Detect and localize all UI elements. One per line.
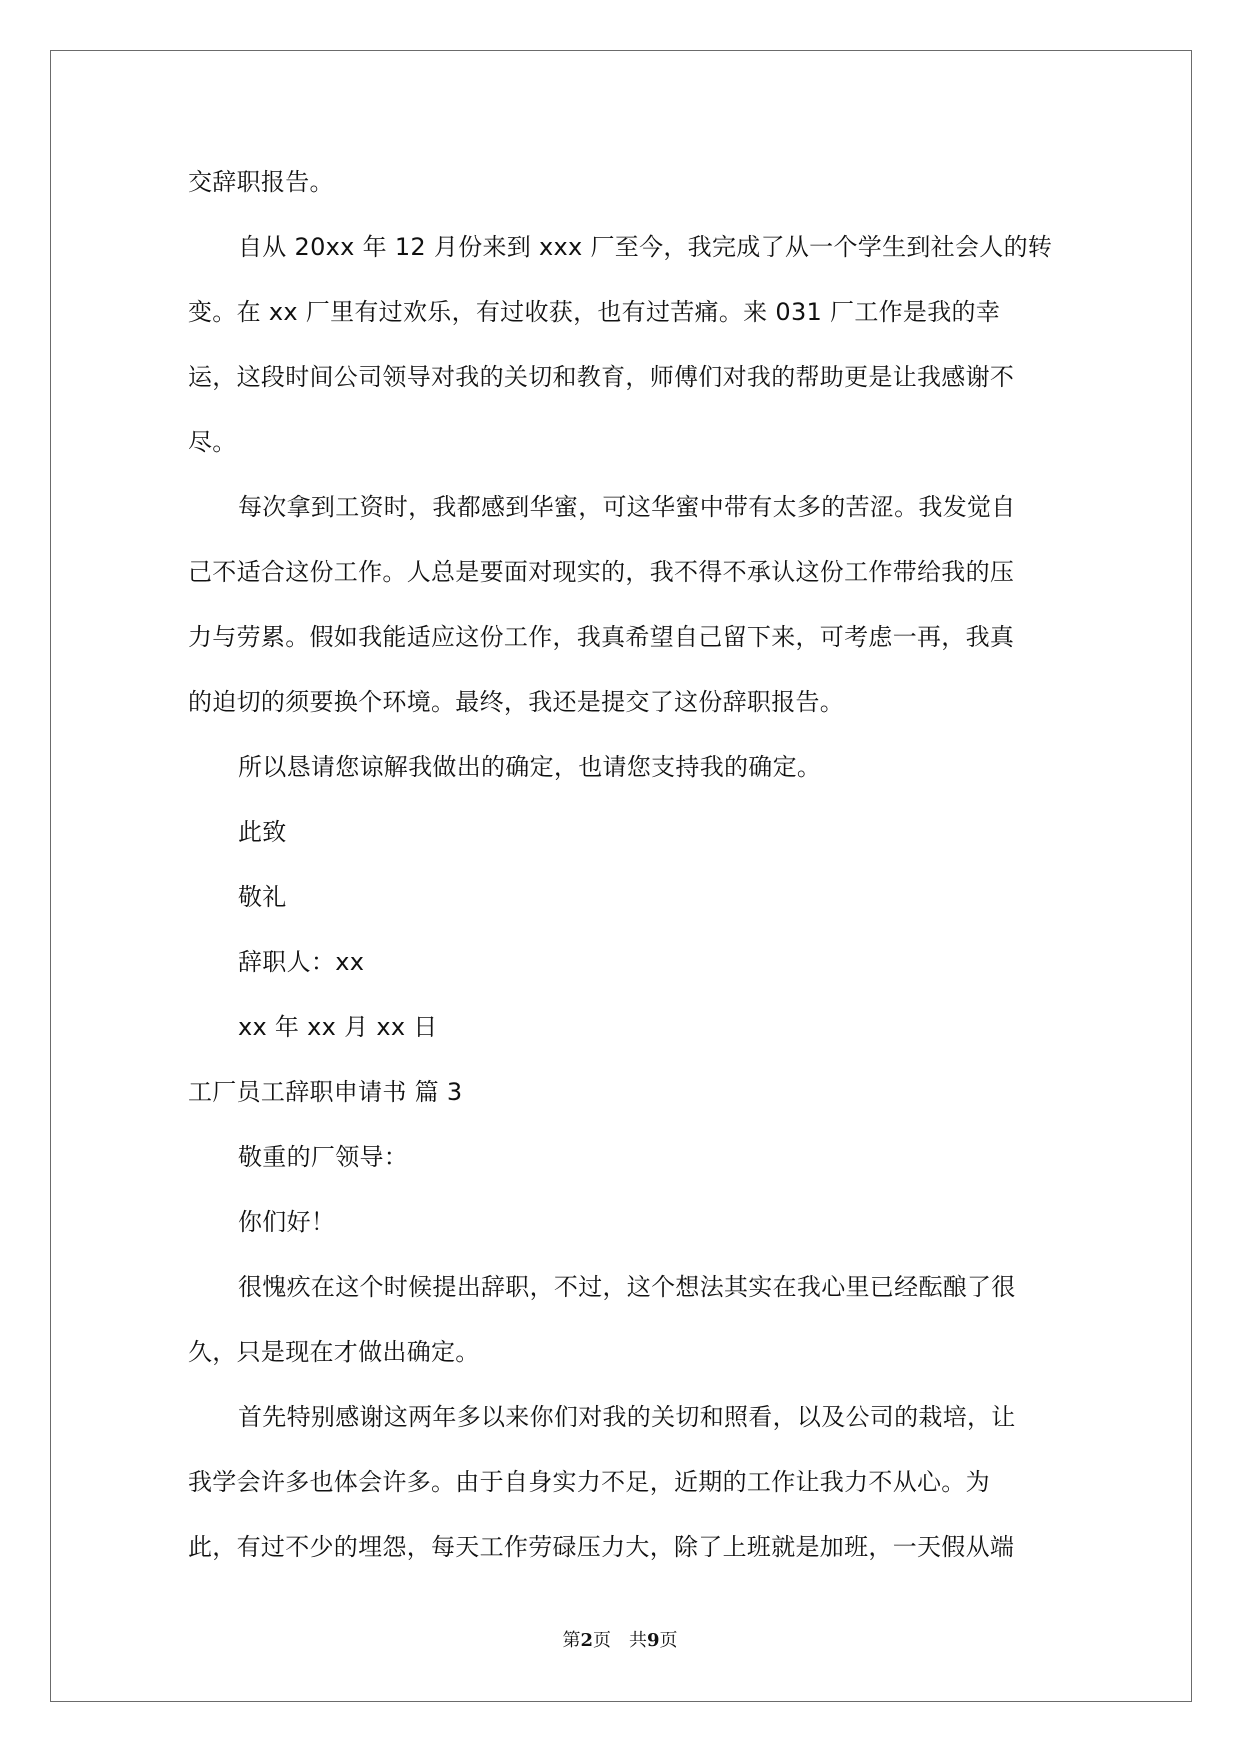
text-line: 所以恳请您谅解我做出的确定，也请您支持我的确定。: [238, 753, 822, 781]
closing-regards: 敬礼: [238, 883, 287, 911]
footer-current-page: 2: [580, 1630, 593, 1651]
text-line: 变。在 xx 厂里有过欢乐，有过收获，也有过苦痛。来 031 厂工作是我的幸: [188, 298, 1001, 326]
footer-prefix: 第: [562, 1630, 581, 1651]
page-footer: [0, 1626, 1240, 1652]
text-line: 很愧疚在这个时候提出辞职，不过，这个想法其实在我心里已经酝酿了很: [238, 1273, 1016, 1301]
text-line: 自从 20xx 年 12 月份来到 xxx 厂至今，我完成了从一个学生到社会人的转: [238, 233, 1053, 261]
footer-middle: 页 共: [593, 1630, 647, 1651]
document-body: [188, 150, 1054, 1580]
text-line: 此，有过不少的埋怨，每天工作劳碌压力大，除了上班就是加班，一天假从端: [188, 1533, 1015, 1561]
text-line: 我学会许多也体会许多。由于自身实力不足，近期的工作让我力不从心。为: [188, 1468, 990, 1496]
text-line: 交辞职报告。: [188, 168, 334, 196]
text-line: 己不适合这份工作。人总是要面对现实的，我不得不承认这份工作带给我的压: [188, 558, 1015, 586]
text-line: 每次拿到工资时，我都感到华蜜，可这华蜜中带有太多的苦涩。我发觉自: [238, 493, 1016, 521]
greeting-line: 敬重的厂领导：: [238, 1143, 409, 1171]
text-line: 久，只是现在才做出确定。: [188, 1338, 480, 1366]
signature-line: 辞职人：xx: [238, 948, 365, 976]
footer-total-pages: 9: [647, 1630, 660, 1651]
text-line: 运，这段时间公司领导对我的关切和教育，师傅们对我的帮助更是让我感谢不: [188, 363, 1015, 391]
greeting-line: 你们好！: [238, 1208, 336, 1236]
text-line: 尽。: [188, 428, 237, 456]
closing-salutation: 此致: [238, 818, 287, 846]
footer-suffix: 页: [659, 1630, 678, 1651]
date-line: xx 年 xx 月 xx 日: [238, 1013, 438, 1041]
text-line: 的迫切的须要换个环境。最终，我还是提交了这份辞职报告。: [188, 688, 845, 716]
section-heading: 工厂员工辞职申请书 篇 3: [188, 1078, 463, 1106]
text-line: 力与劳累。假如我能适应这份工作，我真希望自己留下来，可考虑一再，我真: [188, 623, 1015, 651]
text-line: 首先特别感谢这两年多以来你们对我的关切和照看，以及公司的栽培，让: [238, 1403, 1016, 1431]
